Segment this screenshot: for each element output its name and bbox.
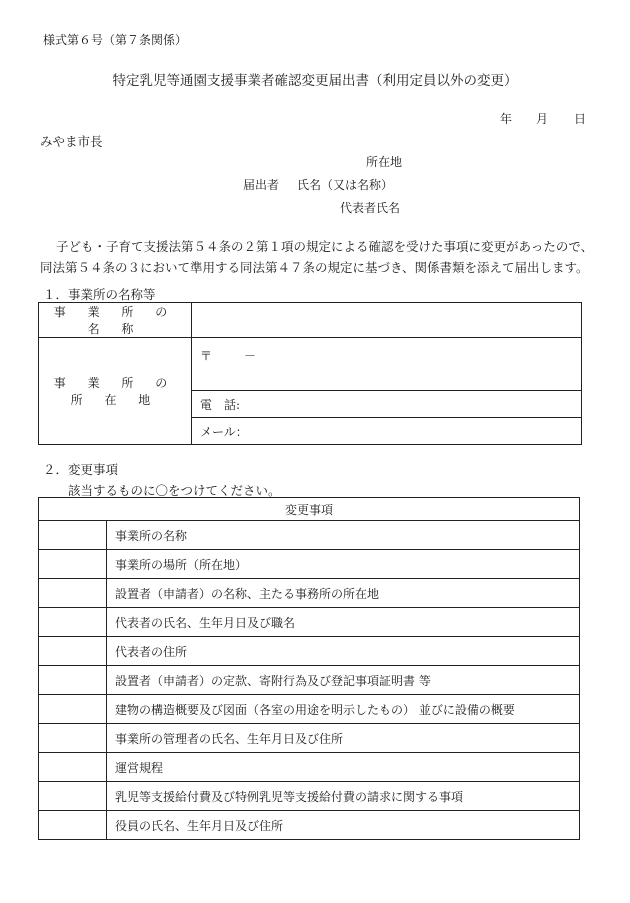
change-item-row xyxy=(39,753,580,782)
change-item-row xyxy=(39,811,580,840)
postal-mark: 〒 xyxy=(200,349,213,363)
facility-address-label: 事 業 所 の 所 在 地 xyxy=(39,338,192,445)
change-item-check-cell[interactable] xyxy=(39,695,107,724)
facility-name-field[interactable] xyxy=(192,303,582,338)
date-month: 月 xyxy=(536,112,549,126)
change-item-row xyxy=(39,724,580,753)
change-item-row xyxy=(39,666,580,695)
change-item-row xyxy=(39,521,580,550)
section2-instruction: 該当するものに〇をつけてください。 xyxy=(68,483,281,498)
change-item-row xyxy=(39,695,580,724)
change-item-label: 設置者（申請者）の定款、寄附行為及び登記事項証明書 等 xyxy=(107,666,580,695)
change-item-label: 事業所の場所（所在地） xyxy=(107,550,580,579)
email-field[interactable] xyxy=(192,418,582,445)
change-items-table xyxy=(38,497,580,840)
document-title: 特定乳児等通園支援事業者確認変更届出書（利用定員以外の変更） xyxy=(112,73,518,89)
change-item-check-cell[interactable] xyxy=(39,550,107,579)
body-text-line-2: 同法第５４条の３において準用する同法第４７条の規定に基づき、関係書類を添えて届出します。 xyxy=(40,260,589,275)
facility-name-label: 事 業 所 の 名 称 xyxy=(39,303,192,338)
change-items-header: 変更事項 xyxy=(39,498,580,521)
date-day: 日 xyxy=(574,112,587,126)
change-item-label: 役員の氏名、生年月日及び住所 xyxy=(107,811,580,840)
notifier-line xyxy=(243,176,393,193)
notifier-label: 届出者 xyxy=(243,178,280,192)
change-item-label: 建物の構造概要及び図面（各室の用途を明示したもの） 並びに設備の概要 xyxy=(107,695,580,724)
facility-info-table xyxy=(38,302,582,445)
change-item-label: 代表者の住所 xyxy=(107,637,580,666)
applicant-location-label: 所在地 xyxy=(366,155,403,169)
postal-dash: － xyxy=(244,349,257,363)
change-item-row xyxy=(39,637,580,666)
change-item-label: 運営規程 xyxy=(107,753,580,782)
change-item-label: 乳児等支援給付費及び特例乳児等支援給付費の請求に関する事項 xyxy=(107,782,580,811)
section2-heading: ２．変更事項 xyxy=(43,462,119,477)
change-item-check-cell[interactable] xyxy=(39,521,107,550)
change-item-check-cell[interactable] xyxy=(39,666,107,695)
change-item-row xyxy=(39,579,580,608)
phone-field[interactable] xyxy=(192,391,582,418)
section1-heading: １．事業所の名称等 xyxy=(43,287,156,302)
applicant-name-label: 氏名（又は名称） xyxy=(297,178,394,192)
form-number: 様式第６号（第７条関係） xyxy=(43,33,188,47)
facility-address-field[interactable] xyxy=(192,338,582,391)
change-item-label: 設置者（申請者）の名称、主たる事務所の所在地 xyxy=(107,579,580,608)
body-text-line-1: 子ども・子育て支援法第５４条の２第１項の規定による確認を受けた事項に変更があったので、 xyxy=(56,239,594,254)
change-item-check-cell[interactable] xyxy=(39,753,107,782)
change-item-check-cell[interactable] xyxy=(39,637,107,666)
change-item-label: 事業所の名称 xyxy=(107,521,580,550)
email-label: メール： xyxy=(200,424,248,439)
change-item-label: 代表者の氏名、生年月日及び職名 xyxy=(107,608,580,637)
change-item-check-cell[interactable] xyxy=(39,608,107,637)
date-year: 年 xyxy=(500,112,513,126)
change-item-check-cell[interactable] xyxy=(39,782,107,811)
addressee: みやま市長 xyxy=(40,134,103,149)
date-line xyxy=(500,110,586,127)
change-item-check-cell[interactable] xyxy=(39,811,107,840)
change-item-row xyxy=(39,550,580,579)
phone-label: 電 話: xyxy=(200,397,241,412)
change-item-row xyxy=(39,782,580,811)
change-item-check-cell[interactable] xyxy=(39,724,107,753)
change-item-label: 事業所の管理者の氏名、生年月日及び住所 xyxy=(107,724,580,753)
change-item-check-cell[interactable] xyxy=(39,579,107,608)
representative-label: 代表者氏名 xyxy=(340,201,401,215)
change-item-row xyxy=(39,608,580,637)
